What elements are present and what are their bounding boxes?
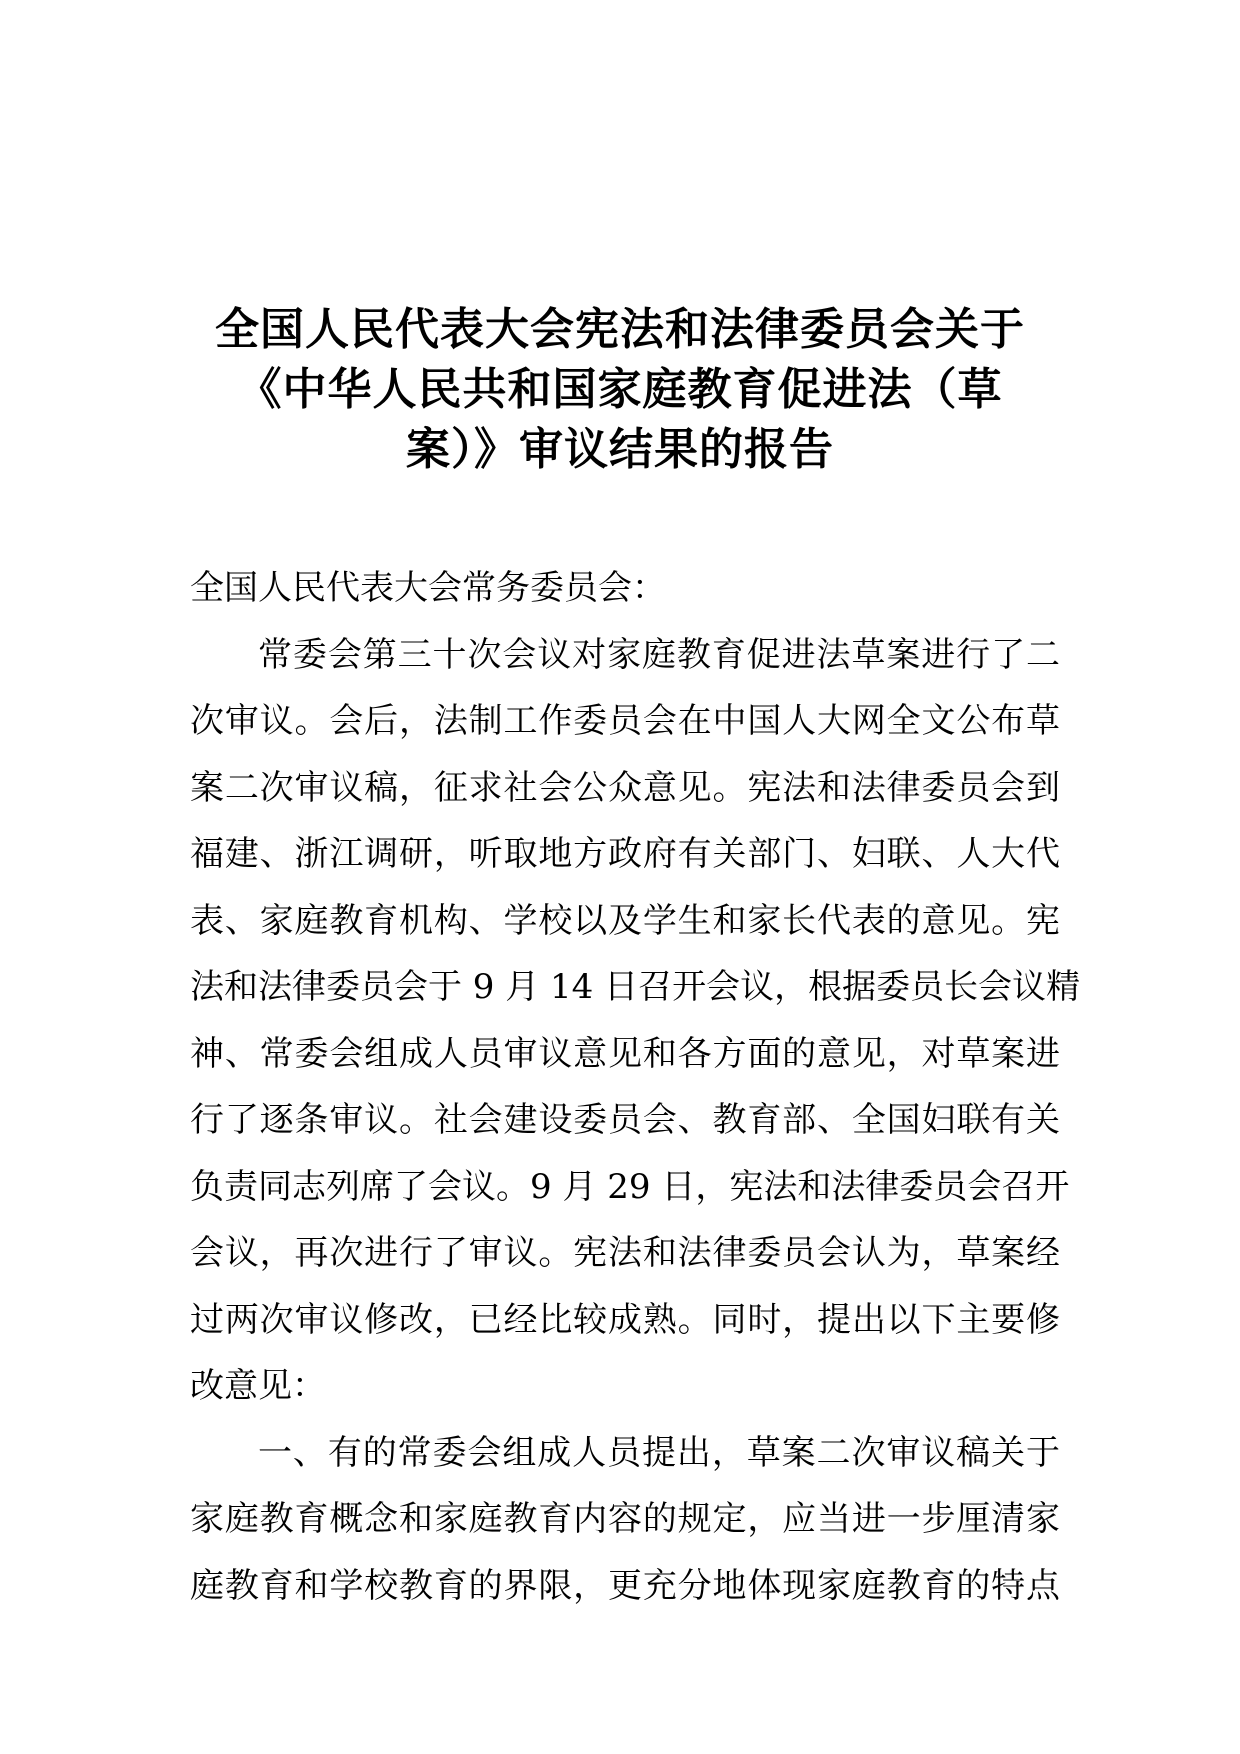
- body-line: 案二次审议稿，征求社会公众意见。宪法和法律委员会到: [190, 767, 1060, 808]
- body-line: 庭教育和学校教育的界限，更充分地体现家庭教育的特点: [190, 1565, 1060, 1606]
- document-body: [190, 555, 1081, 1619]
- body-line: 家庭教育概念和家庭教育内容的规定，应当进一步厘清家: [190, 1499, 1060, 1539]
- body-line: 行了逐条审议。社会建设委员会、教育部、全国妇联有关: [190, 1100, 1060, 1140]
- body-line: 一、有的常委会组成人员提出，草案二次审议稿关于: [258, 1432, 1060, 1473]
- body-line: 会议，再次进行了审议。宪法和法律委员会认为，草案经: [190, 1233, 1060, 1273]
- title-line-2: 《中华人民共和国家庭教育促进法（草: [237, 364, 1003, 415]
- body-line: 次审议。会后，法制工作委员会在中国人大网全文公布草: [190, 701, 1060, 741]
- body-line: 过两次审议修改，已经比较成熟。同时，提出以下主要修: [190, 1299, 1060, 1340]
- body-line: 常委会第三十次会议对家庭教育促进法草案进行了二: [258, 634, 1060, 675]
- document-title: [190, 300, 1050, 480]
- title-line-3: 案）》审议结果的报告: [406, 424, 834, 475]
- body-line: 负责同志列席了会议。9 月 29 日，宪法和法律委员会召开: [190, 1166, 1070, 1207]
- body-line: 神、常委会组成人员审议意见和各方面的意见，对草案进: [190, 1033, 1060, 1074]
- body-line: 表、家庭教育机构、学校以及学生和家长代表的意见。宪: [190, 900, 1060, 941]
- body-line: 改意见：: [190, 1366, 326, 1406]
- body-line: 法和法律委员会于 9 月 14 日召开会议，根据委员长会议精: [190, 967, 1081, 1007]
- salutation: 全国人民代表大会常务委员会：: [190, 568, 666, 608]
- title-line-1: 全国人民代表大会宪法和法律委员会关于: [215, 304, 1025, 355]
- body-line: 福建、浙江调研，听取地方政府有关部门、妇联、人大代: [190, 834, 1060, 874]
